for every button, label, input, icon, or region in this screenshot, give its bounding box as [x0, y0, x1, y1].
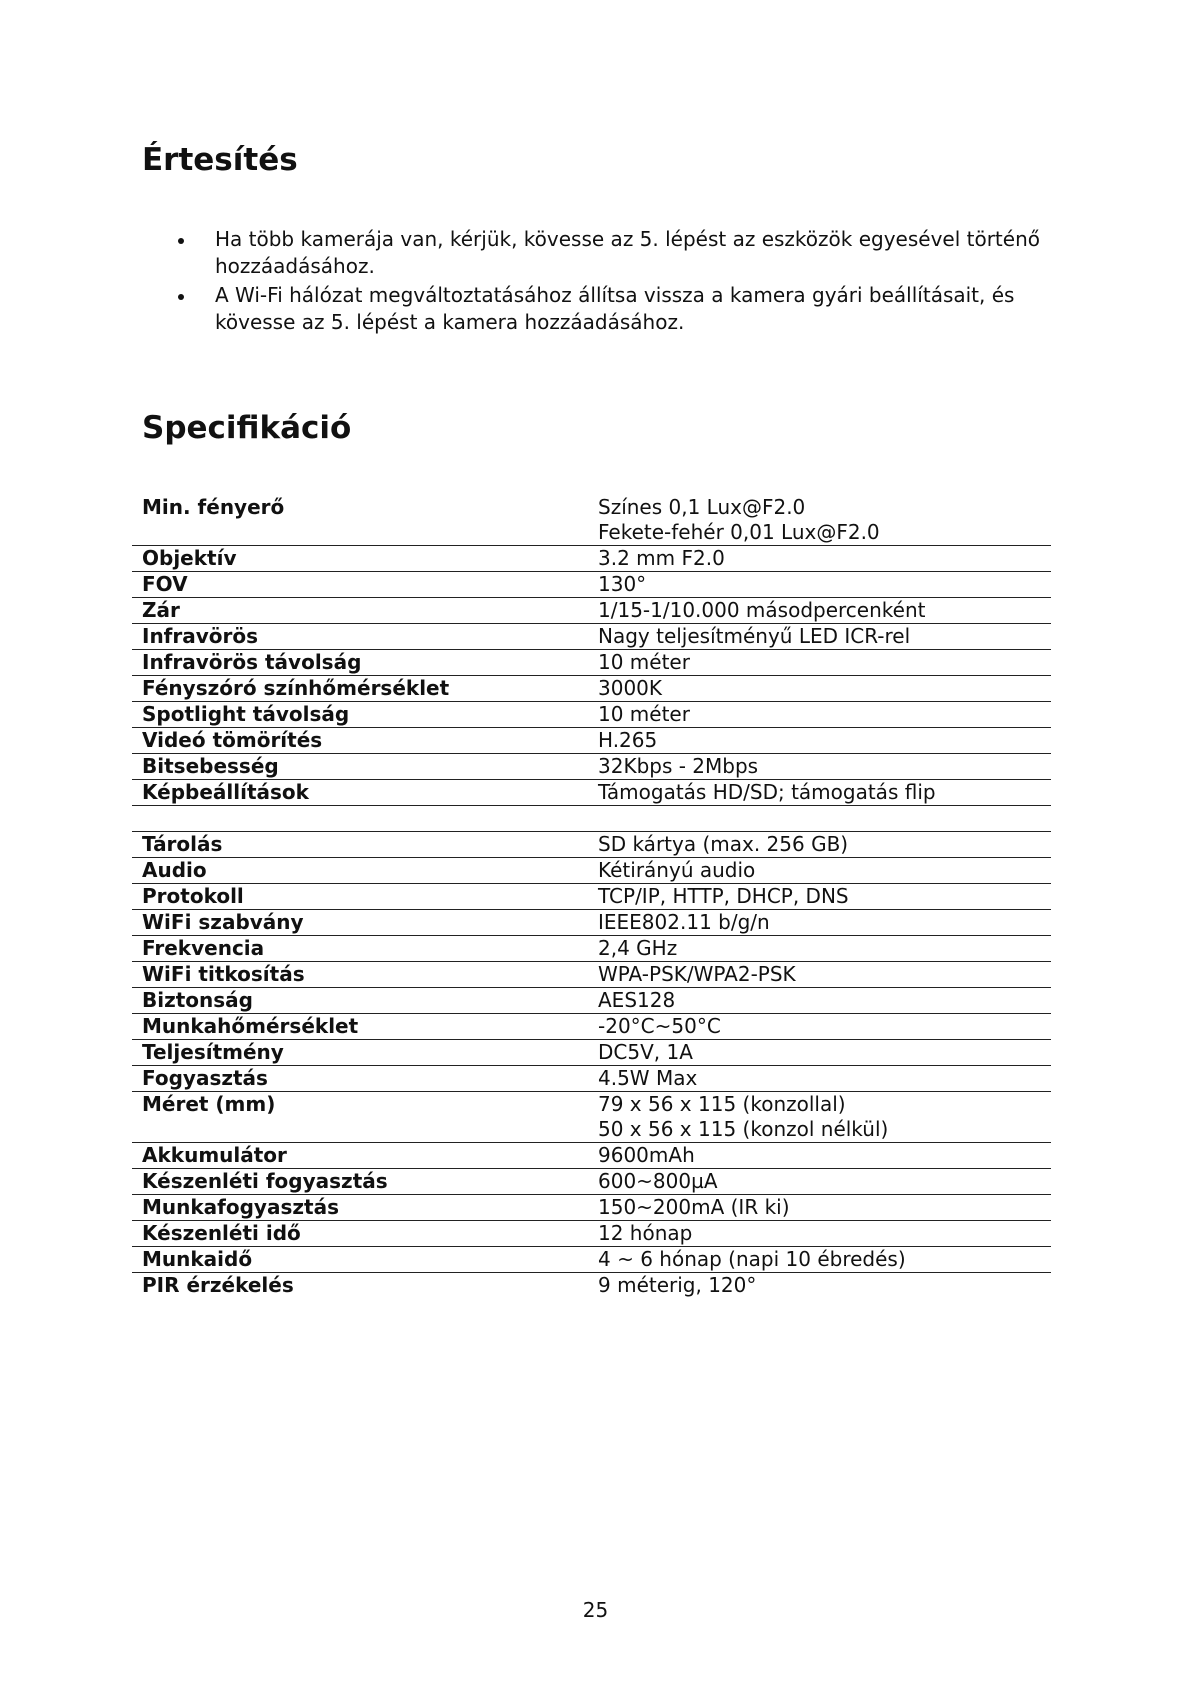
spec-label: Munkaidő	[142, 1247, 253, 1271]
spacer-row	[132, 806, 1051, 832]
spec-value	[588, 1169, 1051, 1195]
table-row	[132, 676, 1051, 702]
table-row	[132, 572, 1051, 598]
spec-value	[588, 1066, 1051, 1092]
table-row	[132, 1014, 1051, 1040]
spec-value	[588, 936, 1051, 962]
spec-value	[588, 728, 1051, 754]
spec-value	[588, 962, 1051, 988]
spec-label: Infravörös távolság	[142, 650, 362, 674]
spec-value	[588, 1195, 1051, 1221]
spec-value	[588, 1221, 1051, 1247]
spec-value-line: 2,4 GHz	[598, 936, 678, 960]
spec-value	[588, 884, 1051, 910]
notice-list	[142, 226, 1062, 338]
spec-value-line: Nagy teljesítményű LED ICR-rel	[598, 624, 911, 648]
table-row	[132, 650, 1051, 676]
table-row	[132, 1195, 1051, 1221]
table-row	[132, 910, 1051, 936]
spec-value	[588, 546, 1051, 572]
table-row	[132, 728, 1051, 754]
spec-value-line: 4.5W Max	[598, 1066, 698, 1090]
list-item	[142, 282, 1062, 336]
spec-label: WiFi titkosítás	[142, 962, 305, 986]
spec-value	[588, 572, 1051, 598]
spec-value-line: TCP/IP, HTTP, DHCP, DNS	[598, 884, 849, 908]
spec-value-line: SD kártya (max. 256 GB)	[598, 832, 849, 856]
table-row	[132, 754, 1051, 780]
spec-value	[588, 806, 1051, 832]
table-row	[132, 988, 1051, 1014]
table-row	[132, 780, 1051, 806]
spec-value-line: 32Kbps - 2Mbps	[598, 754, 759, 778]
spec-value-line: WPA-PSK/WPA2-PSK	[598, 962, 796, 986]
spec-label	[132, 806, 588, 832]
spec-label: Méret (mm)	[142, 1092, 276, 1116]
notice-heading: Értesítés	[142, 142, 298, 178]
table-row	[132, 624, 1051, 650]
spec-value	[588, 988, 1051, 1014]
spec-value-line: Színes 0,1 Lux@F2.0	[598, 495, 806, 519]
table-row	[132, 598, 1051, 624]
spec-value-line: 50 x 56 x 115 (konzol nélkül)	[598, 1117, 889, 1141]
spec-label: Infravörös	[142, 624, 259, 648]
table-row	[132, 1221, 1051, 1247]
spec-label: Videó tömörítés	[142, 728, 323, 752]
spec-value	[588, 858, 1051, 884]
spec-value	[588, 676, 1051, 702]
list-item-text: A Wi-Fi hálózat megváltoztatásához állítsa vissza a kamera gyári beállításait, és kövesse az 5. lépést a kamera hozzáadásához.	[215, 283, 1015, 334]
list-item	[142, 226, 1062, 280]
spec-value-line: 79 x 56 x 115 (konzollal)	[598, 1092, 846, 1116]
spec-label: Spotlight távolság	[142, 702, 350, 726]
spec-value	[588, 1040, 1051, 1066]
spec-label: Audio	[142, 858, 207, 882]
spec-label: Objektív	[142, 546, 237, 570]
spec-value	[588, 1247, 1051, 1273]
spec-value	[588, 754, 1051, 780]
spec-value	[588, 1143, 1051, 1169]
spec-value-line: 12 hónap	[598, 1221, 693, 1245]
table-row	[132, 936, 1051, 962]
spec-table	[132, 495, 1051, 1298]
table-row	[132, 1273, 1051, 1299]
table-row	[132, 1143, 1051, 1169]
table-row	[132, 546, 1051, 572]
spec-value-line: 10 méter	[598, 650, 690, 674]
spec-value-line: Fekete-fehér 0,01 Lux@F2.0	[598, 520, 880, 544]
spec-value-line: IEEE802.11 b/g/n	[598, 910, 770, 934]
spec-value-line: H.265	[598, 728, 658, 752]
spec-label: Fényszóró színhőmérséklet	[142, 676, 450, 700]
spec-label: FOV	[142, 572, 188, 596]
bullet-icon	[178, 294, 184, 300]
table-row	[132, 702, 1051, 728]
spec-value-line: 10 méter	[598, 702, 690, 726]
spec-value-line: 1/15-1/10.000 másodpercenként	[598, 598, 926, 622]
spec-value-line: 130°	[598, 572, 647, 596]
table-row	[132, 1169, 1051, 1195]
spec-heading: Specifikáció	[142, 410, 352, 446]
table-row	[132, 962, 1051, 988]
spec-value	[588, 832, 1051, 858]
spec-label: WiFi szabvány	[142, 910, 304, 934]
spec-label: Protokoll	[142, 884, 244, 908]
spec-label: Munkahőmérséklet	[142, 1014, 359, 1038]
table-row	[132, 1040, 1051, 1066]
spec-label: Bitsebesség	[142, 754, 279, 778]
spec-value-line: 3000K	[598, 676, 663, 700]
spec-label: Készenléti idő	[142, 1221, 301, 1245]
spec-label: Képbeállítások	[142, 780, 309, 804]
spec-label: Akkumulátor	[142, 1143, 287, 1167]
page-number: 25	[582, 1598, 609, 1622]
spec-value-line: AES128	[598, 988, 676, 1012]
list-item-text: Ha több kamerája van, kérjük, kövesse az 5. lépést az eszközök egyesével történő hozzáadásához.	[215, 227, 1040, 278]
spec-value	[588, 1273, 1051, 1299]
table-row	[132, 858, 1051, 884]
spec-label: Biztonság	[142, 988, 253, 1012]
table-row	[132, 495, 1051, 546]
bullet-icon	[178, 238, 184, 244]
table-row	[132, 1066, 1051, 1092]
spec-value-line: 4 ~ 6 hónap (napi 10 ébredés)	[598, 1247, 906, 1271]
spec-label: Fogyasztás	[142, 1066, 268, 1090]
spec-value-line: 150~200mA (IR ki)	[598, 1195, 790, 1219]
spec-value	[588, 1014, 1051, 1040]
table-row	[132, 832, 1051, 858]
spec-value-line: -20°C~50°C	[598, 1014, 721, 1038]
table-row	[132, 884, 1051, 910]
spec-value-line: 9600mAh	[598, 1143, 695, 1167]
spec-label: Tárolás	[142, 832, 223, 856]
spec-label: Frekvencia	[142, 936, 265, 960]
spec-value-line: 3.2 mm F2.0	[598, 546, 725, 570]
spec-label: Teljesítmény	[142, 1040, 284, 1064]
spec-value-line: 9 méterig, 120°	[598, 1273, 757, 1297]
spec-value-line: DC5V, 1A	[598, 1040, 693, 1064]
spec-value-line: Támogatás HD/SD; támogatás flip	[598, 780, 936, 804]
spec-value-line: 600~800µA	[598, 1169, 718, 1193]
spec-value	[588, 910, 1051, 936]
spec-label: Munkafogyasztás	[142, 1195, 339, 1219]
spec-label: Zár	[142, 598, 180, 622]
spec-label: Készenléti fogyasztás	[142, 1169, 388, 1193]
spec-label: PIR érzékelés	[142, 1273, 294, 1297]
table-row	[132, 1247, 1051, 1273]
spec-value	[588, 1092, 1051, 1143]
spec-value	[588, 702, 1051, 728]
table-row	[132, 1092, 1051, 1143]
spec-value	[588, 650, 1051, 676]
spec-value-line: Kétirányú audio	[598, 858, 756, 882]
spec-value	[588, 780, 1051, 806]
spec-value	[588, 598, 1051, 624]
spec-value	[588, 624, 1051, 650]
spec-value	[588, 495, 1051, 546]
spec-label: Min. fényerő	[142, 495, 285, 519]
